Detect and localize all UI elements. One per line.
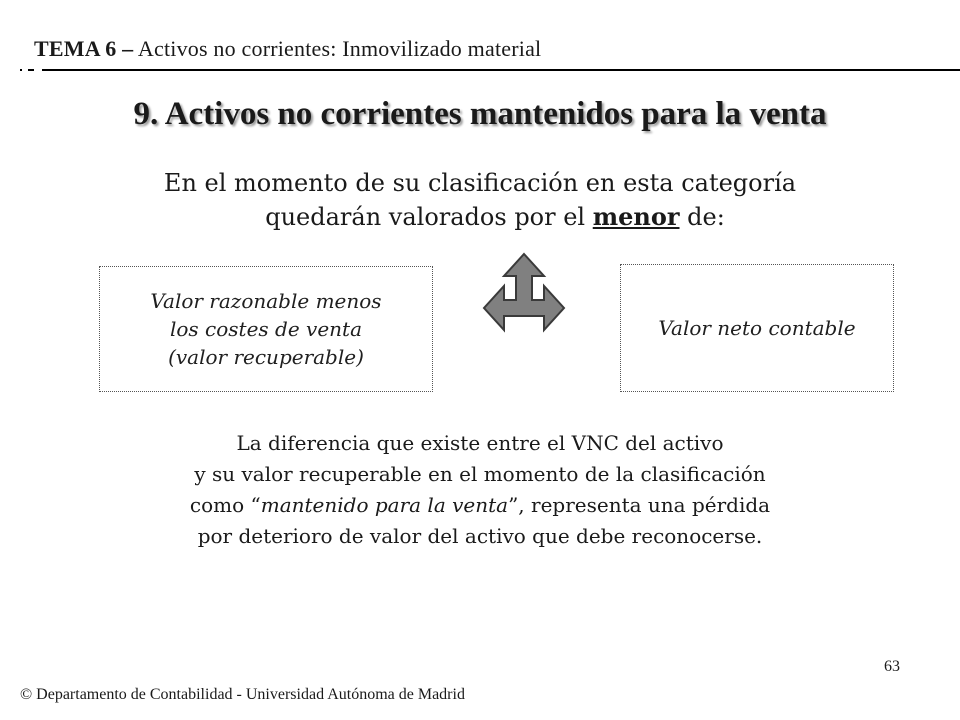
fair-value-line-2: los costes de venta [169,317,362,341]
fair-value-line-1: Valor razonable menos [150,289,382,313]
net-book-value-text: Valor neto contable [658,316,856,340]
arrow-shape [484,254,564,330]
para-line-1: La diferencia que existe entre el VNC del activo [236,431,724,455]
slide-title: 9. Activos no corrientes mantenidos para la venta [133,96,827,132]
header-subtitle: Activos no corrientes: Inmovilizado material [137,36,542,61]
para-italic-phrase: mantenido para la venta [260,493,509,517]
footer-copyright: © Departamento de Contabilidad - Universidad Autónoma de Madrid [20,686,465,703]
header-tema-label: TEMA 6 – [34,36,134,61]
para-line-3-after: ”, representa una pérdida [508,493,771,517]
intro-line-2-after: de: [679,203,725,231]
header-rule [28,69,960,71]
fair-value-box [99,266,433,392]
para-line-3 [60,490,900,521]
intro-emphasis: menor [592,202,680,231]
para-line-2: y su valor recuperable en el momento de la clasificación [194,462,766,486]
intro-line-2-before: quedarán valorados por el [265,203,593,231]
three-way-arrow-icon [482,252,566,344]
fair-value-line-3: (valor recuperable) [168,345,364,369]
slide-header [34,36,541,62]
explanation-paragraph [60,428,900,552]
para-line-3-before: como “ [189,493,261,517]
net-book-value-box [620,264,894,392]
intro-line-2 [90,200,870,234]
intro-text [90,166,870,234]
intro-line-1: En el momento de su clasificación en esta categoría [163,169,797,197]
para-line-4: por deterioro de valor del activo que debe reconocerse. [197,524,763,548]
page-number: 63 [884,658,900,675]
